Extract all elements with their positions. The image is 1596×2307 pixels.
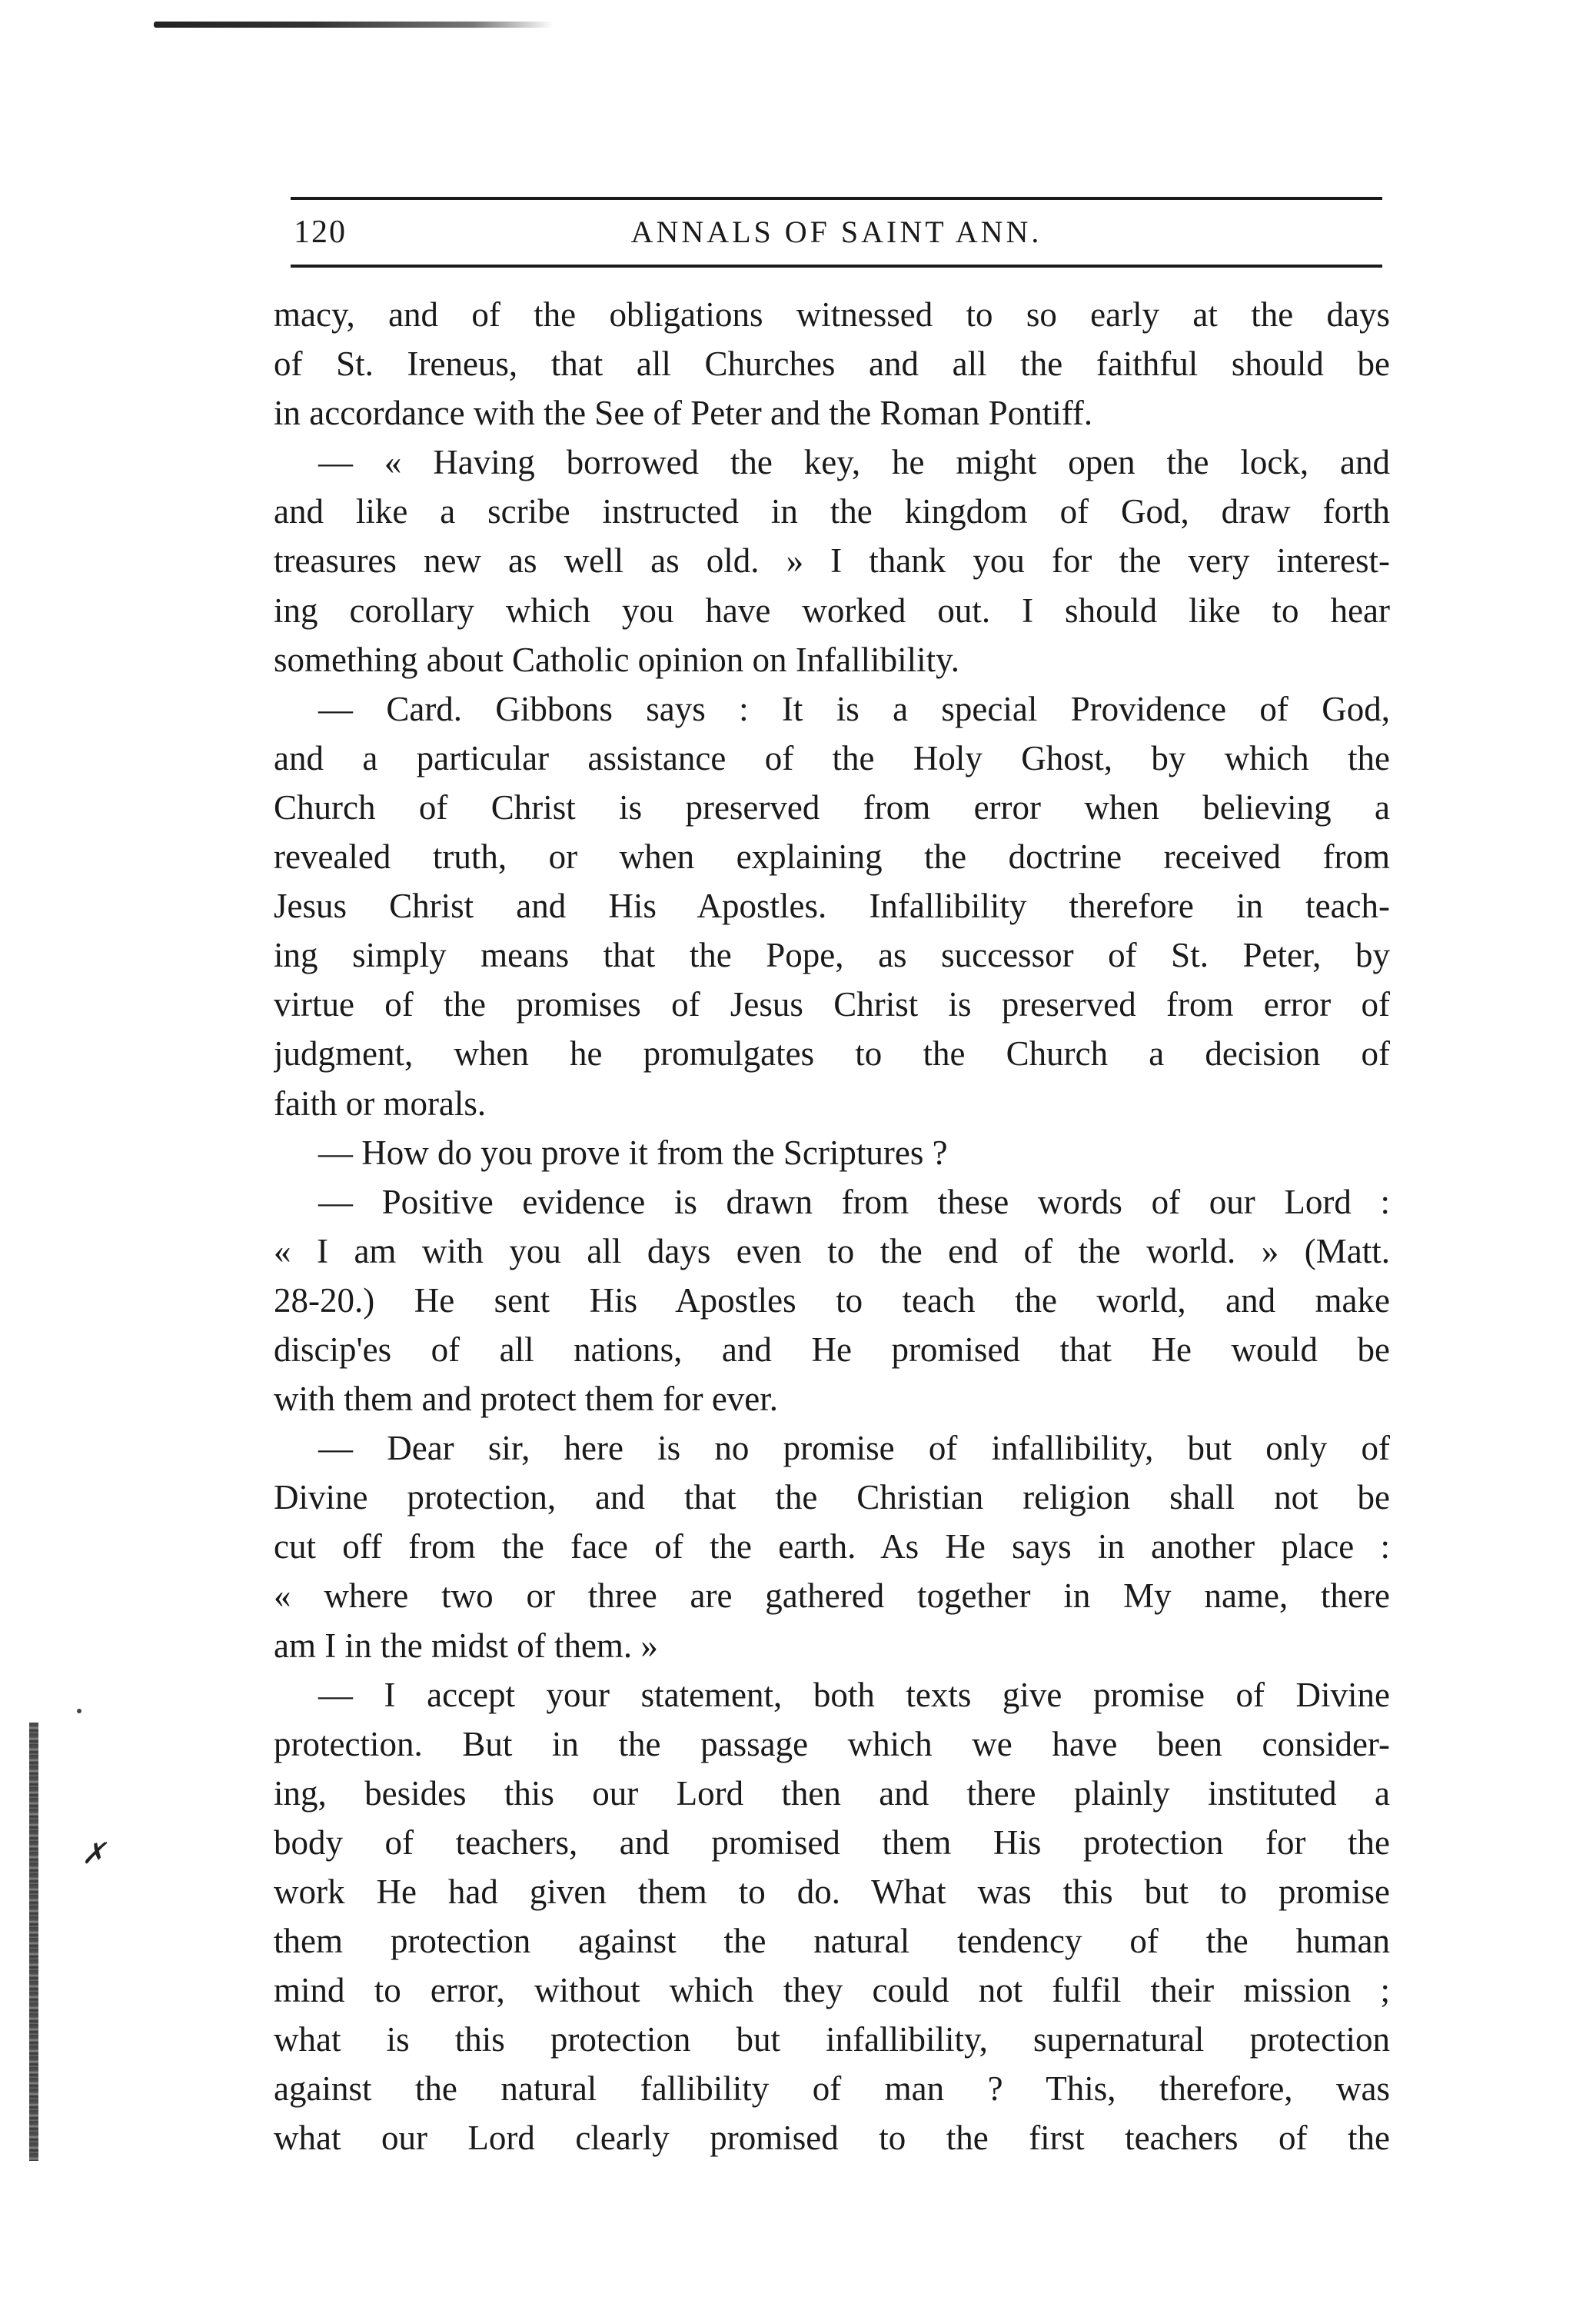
top-edge-smudge <box>154 22 554 28</box>
text-line: — Card. Gibbons says : It is a special Providence of God, <box>318 689 1390 728</box>
text-line: them protection against the natural tendency of the human <box>274 1922 1390 1961</box>
header-rule-bottom <box>291 265 1382 268</box>
text-line: Divine protection, and that the Christian religion shall not be <box>274 1478 1390 1517</box>
text-line: what our Lord clearly promised to the first teachers of the <box>274 2119 1390 2158</box>
text-line: something about Catholic opinion on Infallibility. <box>274 640 959 679</box>
text-line: of St. Ireneus, that all Churches and all the faithful should be <box>274 345 1390 384</box>
text-line: — I accept your statement, both texts give promise of Divine <box>318 1675 1390 1714</box>
binding-edge-scan-artifact <box>29 1723 38 2161</box>
text-line: ing, besides this our Lord then and there plainly instituted a <box>274 1773 1390 1813</box>
text-line: « where two or three are gathered together in My name, there <box>274 1576 1390 1616</box>
text-line: Jesus Christ and His Apostles. Infallibility therefore in teach- <box>274 887 1390 926</box>
text-line: macy, and of the obligations witnessed to so early at the days <box>274 295 1390 334</box>
margin-mark: ✗ <box>81 1838 106 1870</box>
body-text <box>274 290 1390 2163</box>
text-line: cut off from the face of the earth. As He says in another place : <box>274 1527 1390 1566</box>
text-line: — « Having borrowed the key, he might open the lock, and <box>318 443 1390 482</box>
text-line: mind to error, without which they could not fulfil their mission ; <box>274 1971 1390 2010</box>
text-line: revealed truth, or when explaining the doctrine received from <box>274 837 1390 877</box>
running-head: ANNALS OF SAINT ANN. <box>630 215 1042 249</box>
text-line: « I am with you all days even to the end of the world. » (Matt. <box>274 1231 1390 1270</box>
text-line: ing corollary which you have worked out. I should like to hear <box>274 591 1390 630</box>
text-line: judgment, when he promulgates to the Church a decision of <box>274 1034 1390 1074</box>
text-line: — How do you prove it from the Scriptures ? <box>318 1133 948 1172</box>
text-line: — Dear sir, here is no promise of infallibility, but only of <box>318 1429 1390 1468</box>
text-line: ing simply means that the Pope, as successor of St. Peter, by <box>274 936 1390 975</box>
margin-dot <box>77 1709 81 1713</box>
text-line: faith or morals. <box>274 1084 487 1123</box>
text-line: against the natural fallibility of man ? This, therefore, was <box>274 2069 1390 2109</box>
text-line: work He had given them to do. What was this but to promise <box>274 1873 1390 1911</box>
text-line: Church of Christ is preserved from error when believing a <box>274 787 1390 827</box>
text-line: am I in the midst of them. » <box>274 1626 658 1665</box>
header-rule-top <box>291 197 1382 200</box>
text-line: what is this protection but infallibility, supernatural protection <box>274 2020 1390 2059</box>
text-line: 28-20.) He sent His Apostles to teach the world, and make <box>274 1280 1390 1320</box>
text-line: and a particular assistance of the Holy Ghost, by which the <box>274 738 1390 777</box>
page-number: 120 <box>294 215 347 250</box>
text-line: in accordance with the See of Peter and the Roman Pontiff. <box>274 394 1093 433</box>
text-line: protection. But in the passage which we have been consider- <box>274 1724 1390 1763</box>
text-line: — Positive evidence is drawn from these words of our Lord : <box>318 1182 1390 1221</box>
text-line: discip'es of all nations, and He promised that He would be <box>274 1330 1390 1369</box>
text-line: treasures new as well as old. » I thank you for the very interest- <box>274 541 1390 581</box>
page-header <box>291 197 1382 268</box>
text-line: body of teachers, and promised them His protection for the <box>274 1823 1390 1862</box>
text-line: virtue of the promises of Jesus Christ is preserved from error of <box>274 985 1390 1024</box>
text-line: and like a scribe instructed in the kingdom of God, draw forth <box>274 492 1390 531</box>
text-line: with them and protect them for ever. <box>274 1380 779 1419</box>
